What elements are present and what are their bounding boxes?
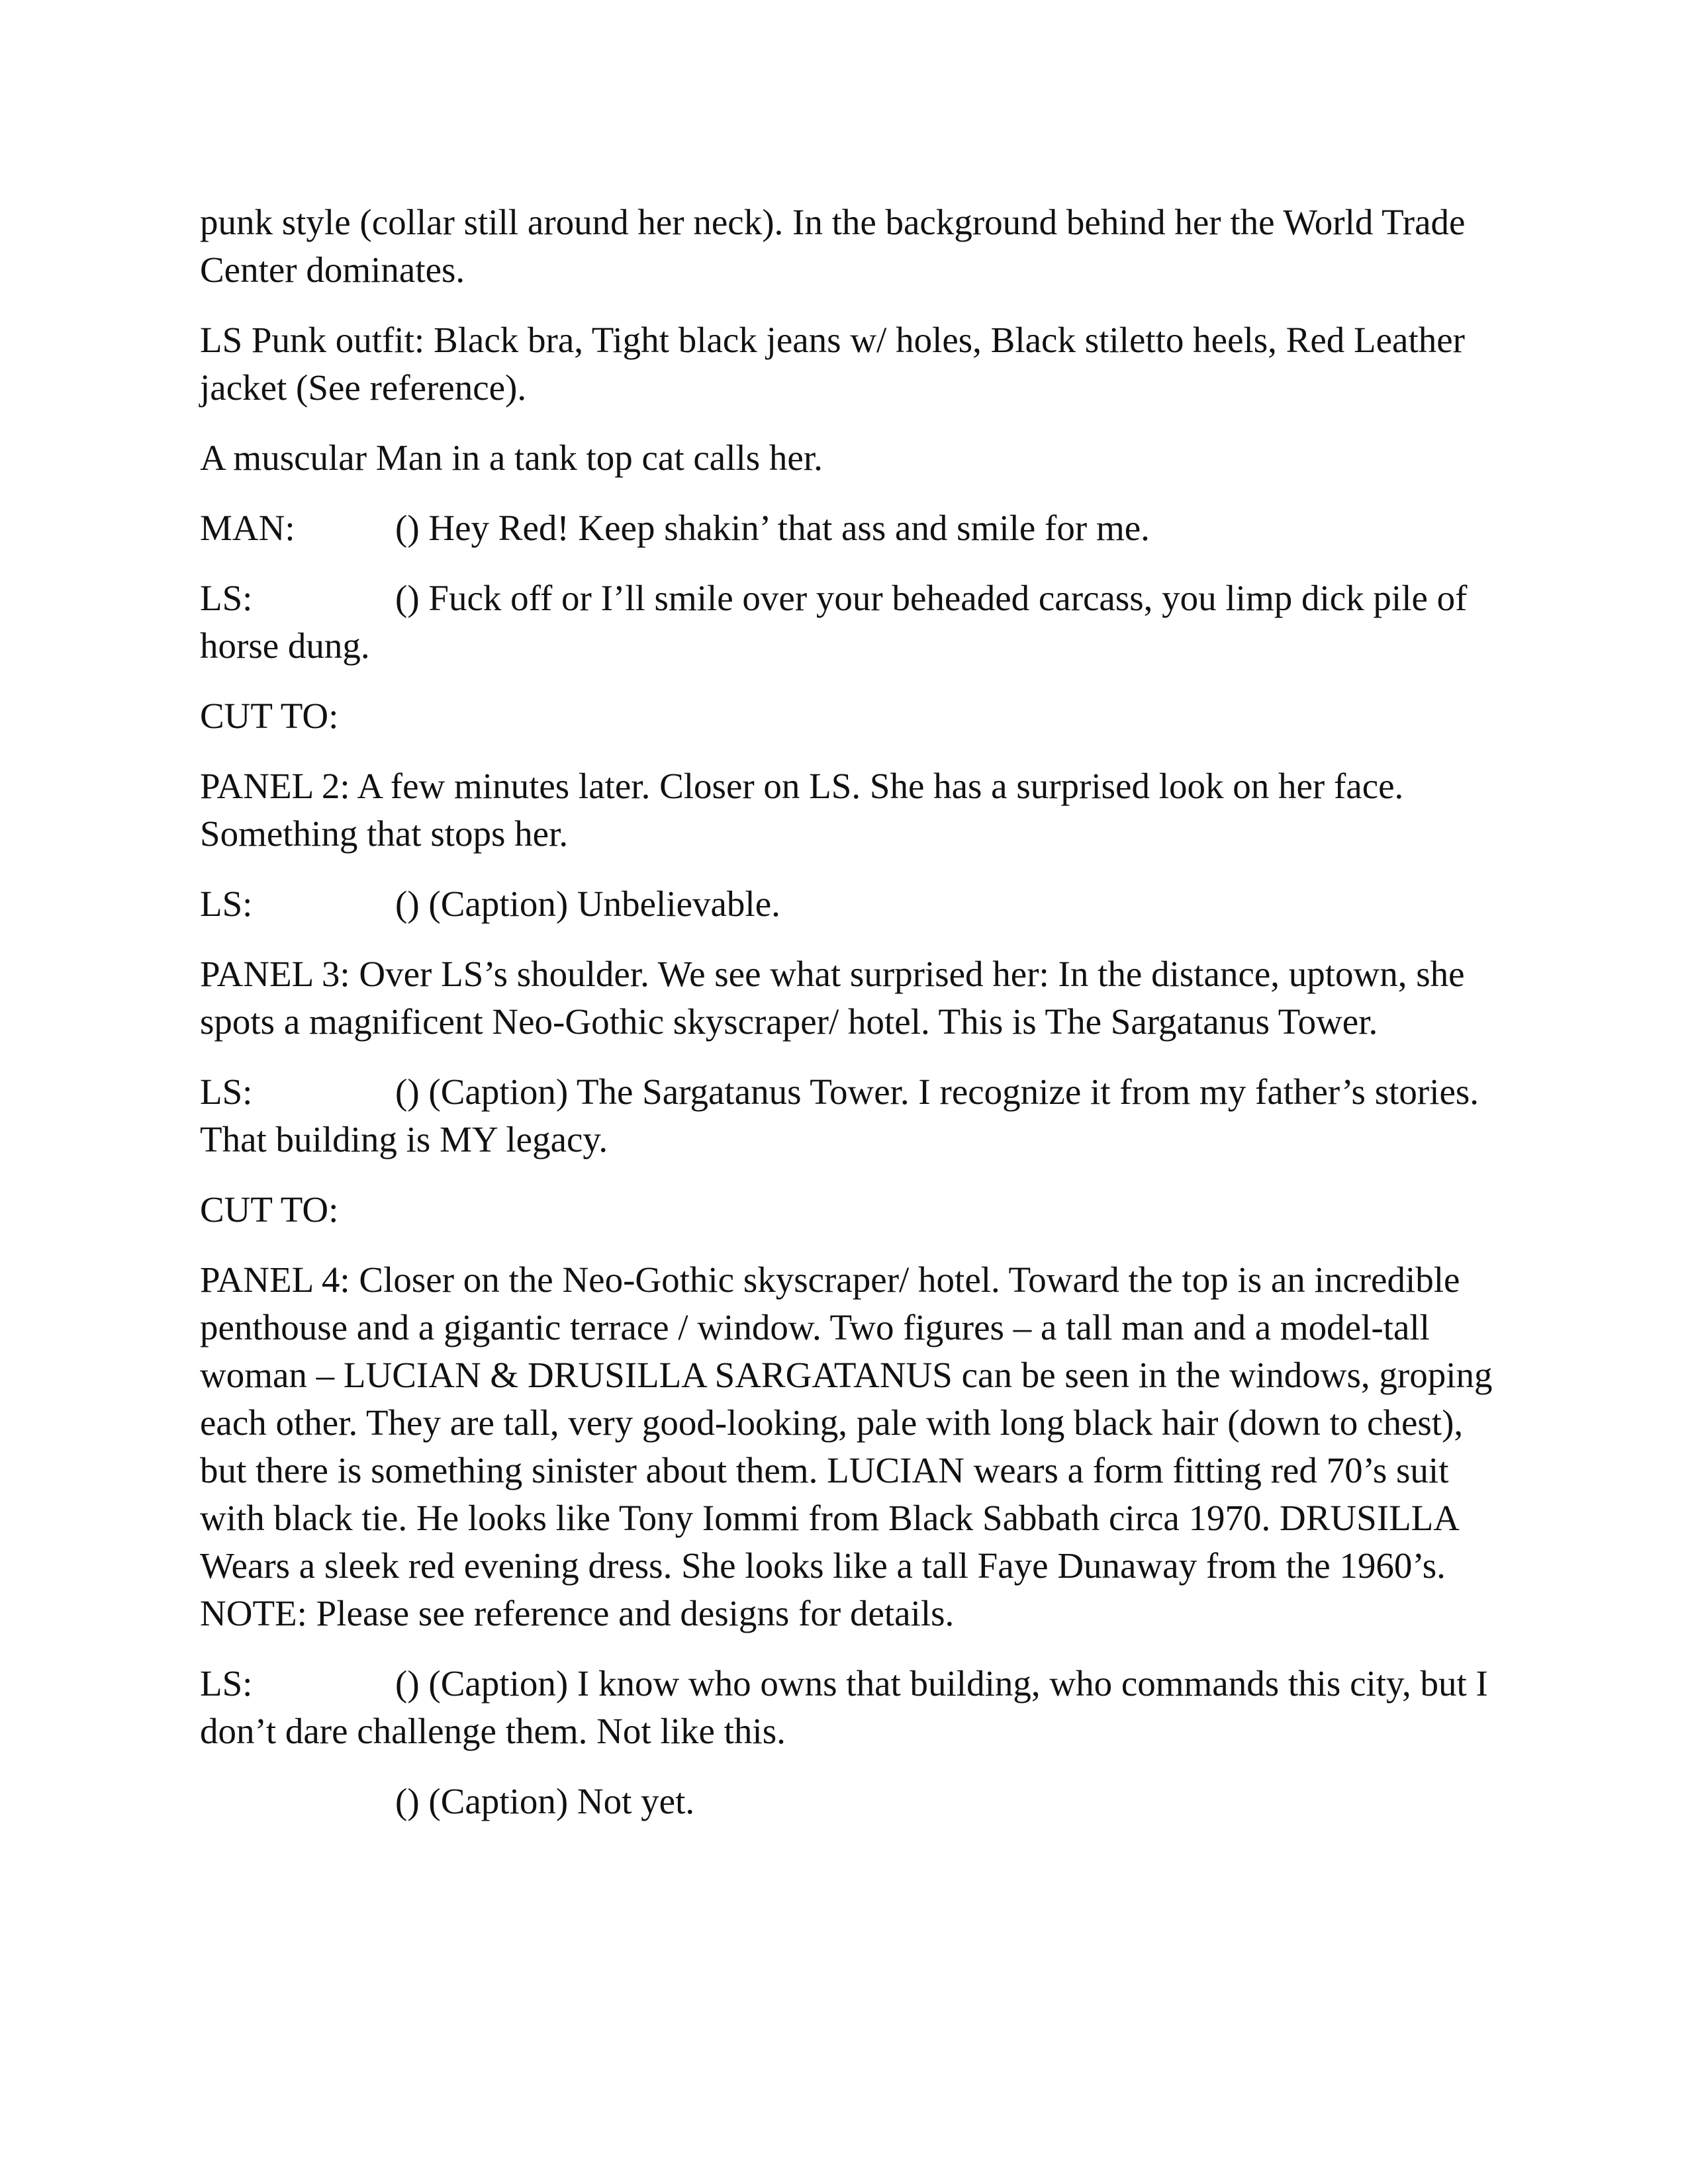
speaker-name: LS: bbox=[200, 1663, 253, 1704]
dialogue-line bbox=[200, 1778, 1497, 1825]
dialogue-text: () (Caption) Not yet. bbox=[395, 1781, 695, 1821]
action-description bbox=[200, 199, 1497, 294]
paragraph-text: CUT TO: bbox=[200, 696, 339, 736]
speaker-name: LS: bbox=[200, 1071, 253, 1112]
paragraph-text: A muscular Man in a tank top cat calls her. bbox=[200, 437, 823, 478]
action-description bbox=[200, 434, 1497, 482]
speaker-name: LS: bbox=[200, 578, 253, 618]
script-page bbox=[200, 199, 1497, 1848]
dialogue-line bbox=[200, 1660, 1497, 1755]
paragraph-text: punk style (collar still around her neck). In the background behind her the World Trade Center dominates. bbox=[200, 202, 1466, 290]
transition bbox=[200, 692, 1497, 740]
dialogue-text: () (Caption) The Sargatanus Tower. I recognize it from my father’s stories. That building is MY legacy. bbox=[200, 1071, 1479, 1160]
dialogue-text: () Fuck off or I’ll smile over your beheaded carcass, you limp dick pile of horse dung. bbox=[200, 578, 1468, 666]
speaker-name: LS: bbox=[200, 884, 253, 924]
paragraph-text: LS Punk outfit: Black bra, Tight black jeans w/ holes, Black stiletto heels, Red Leather jacket (See reference). bbox=[200, 320, 1465, 408]
dialogue-line bbox=[200, 880, 1497, 928]
speaker-name: MAN: bbox=[200, 508, 295, 548]
paragraph-text: PANEL 4: Closer on the Neo-Gothic skyscraper/ hotel. Toward the top is an incredible penthouse and a gigantic terrace / window. Two figures – a tall man and a model-tall woman – LUCIAN & DRUSILLA SARGATANUS can be seen in the windows, groping each other. They are tall, very good-looking, pale with long black hair (down to chest), but there is something sinister about them. LUCIAN wears a form fitting red 70’s suit with black tie. He looks like Tony Iommi from Black Sabbath circa 1970. DRUSILLA Wears a sleek red evening dress. She looks like a tall Faye Dunaway from the 1960’s. NOTE: Please see reference and designs for details. bbox=[200, 1259, 1493, 1633]
dialogue-line bbox=[200, 574, 1497, 670]
dialogue-text: () (Caption) I know who owns that building, who commands this city, but I don’t dare challenge them. Not like this. bbox=[200, 1663, 1488, 1751]
paragraph-text: CUT TO: bbox=[200, 1189, 339, 1230]
panel-description bbox=[200, 762, 1497, 858]
dialogue-line bbox=[200, 1068, 1497, 1163]
action-description bbox=[200, 316, 1497, 412]
dialogue-text: () Hey Red! Keep shakin’ that ass and smile for me. bbox=[395, 508, 1150, 548]
panel-description bbox=[200, 1256, 1497, 1637]
paragraph-text: PANEL 2: A few minutes later. Closer on LS. She has a surprised look on her face. Something that stops her. bbox=[200, 766, 1404, 854]
dialogue-line bbox=[200, 504, 1497, 552]
transition bbox=[200, 1186, 1497, 1234]
dialogue-text: () (Caption) Unbelievable. bbox=[395, 884, 780, 924]
paragraph-text: PANEL 3: Over LS’s shoulder. We see what surprised her: In the distance, uptown, she spots a magnificent Neo-Gothic skyscraper/ hotel. This is The Sargatanus Tower. bbox=[200, 954, 1465, 1042]
panel-description bbox=[200, 950, 1497, 1046]
